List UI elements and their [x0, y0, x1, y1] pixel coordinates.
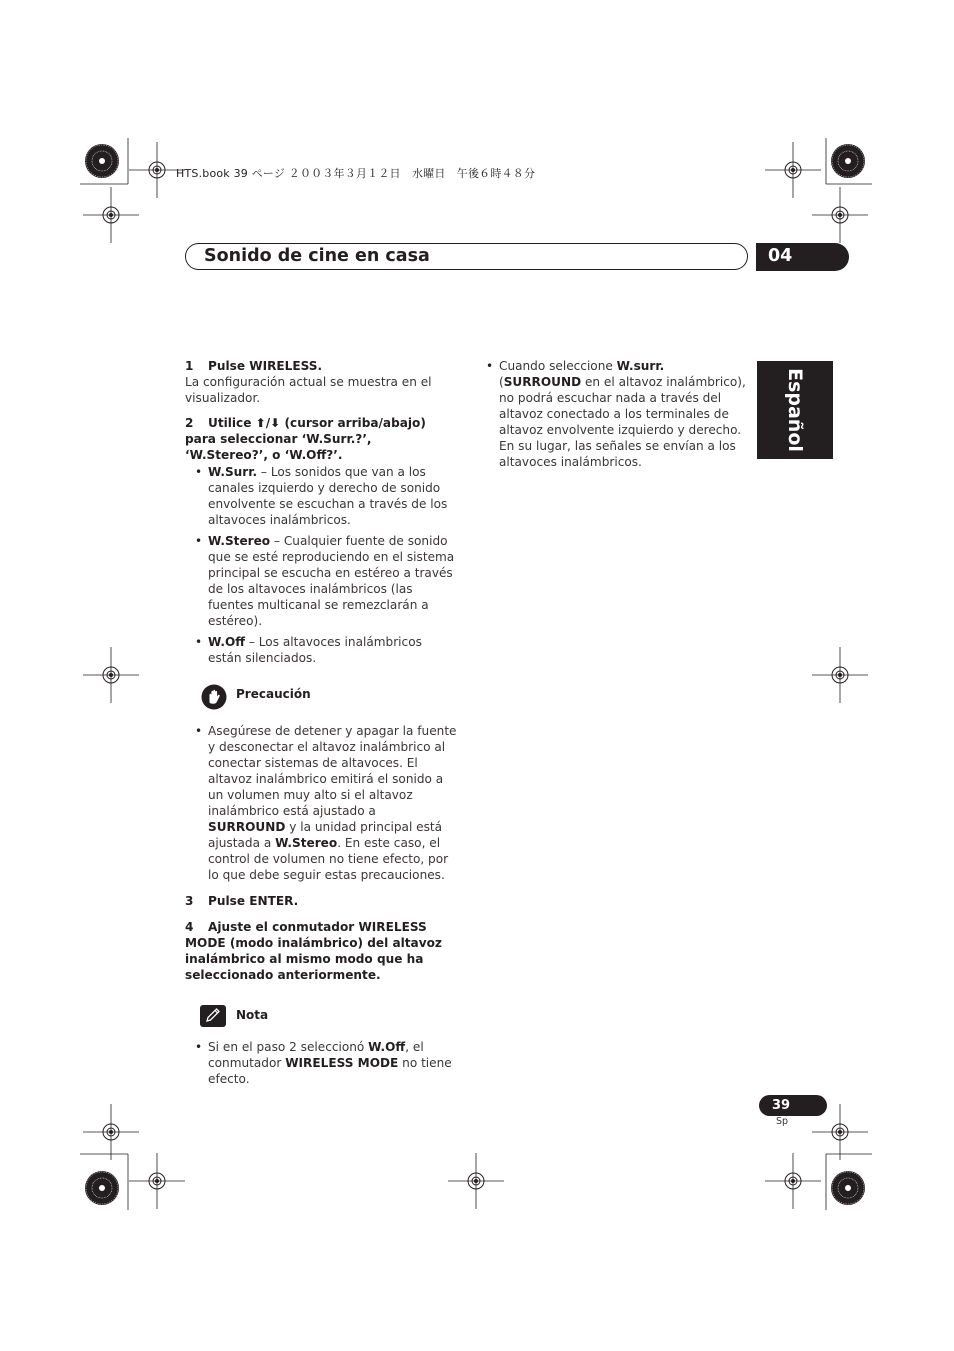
option-woff [185, 634, 457, 666]
print-header: HTS.book 39 ページ ２００３年３月１２日 水曜日 午後６時４８分 [176, 167, 536, 180]
chapter-number: 04 [768, 246, 793, 266]
caution-header [185, 683, 457, 723]
step-number: 2 [185, 416, 194, 430]
wireless-surround-note [476, 358, 748, 470]
step-3 [185, 893, 457, 909]
option-wsurr [185, 464, 457, 528]
step-text: Ajuste el conmutador WIRELESS MODE (modo inalámbrico) del altavoz inalámbrico al mismo modo que ha seleccionado anteriormente. [185, 920, 442, 982]
option-wstereo [185, 533, 457, 629]
page-number-pill [759, 1095, 827, 1116]
caution-text-part: y la unidad principal está ajustada a [208, 820, 443, 850]
option-desc: – Cualquier fuente de sonido que se esté reproduciendo en el sistema principal se escucha en estéreo a través de los altavoces inalámbricos (las fuentes multicanal se remezclarán a estéreo). [208, 534, 455, 628]
option-term: W.Stereo [208, 534, 271, 548]
page-language-code: Sp [776, 1116, 789, 1127]
note-text-bold: WIRELESS MODE [285, 1056, 399, 1070]
step-text: Pulse WIRELESS. [208, 359, 323, 373]
step-4 [185, 919, 457, 983]
section-title: Sonido de cine en casa [204, 246, 430, 266]
page-number: 39 [772, 1098, 791, 1113]
option-term: W.Off [208, 635, 246, 649]
caution-text-part: . En este caso, el control de volumen no tiene efecto, por lo que debe seguir estas precauciones. [208, 836, 449, 882]
caution-title: Precaución [236, 687, 311, 701]
note-text-bold: W.surr. [616, 359, 665, 373]
note-header [185, 1001, 457, 1039]
note-text-part: ( [499, 375, 504, 389]
step-text: Utilice ⬆/⬇ (cursor arriba/abajo) para seleccionar ‘W.Surr.?’, ‘W.Stereo?’, o ‘W.Off?’. [185, 416, 426, 462]
option-desc: – Los sonidos que van a los canales izquierdo y derecho de sonido envolvente se escuchan a través de los altavoces inalámbricos. [208, 465, 448, 527]
note-text-part: Si en el paso 2 seleccionó [208, 1040, 369, 1054]
caution-text-part: Asegúrese de detener y apagar la fuente y desconectar el altavoz inalámbrico al conectar sistemas de altavoces. El altavoz inalámbrico emitirá el sonido a un volumen muy alto si el altavoz inalámbrico está ajustado a [208, 724, 457, 818]
note-text-part: en el altavoz inalámbrico), no podrá escuchar nada a través del altavoz conectado a los terminales de altavoz envolvente izquierdo y derecho. En su lugar, las señales se envían a los altavoces inalámbricos. [499, 375, 746, 469]
note-text-part: Cuando seleccione [499, 359, 617, 373]
caution-text [185, 723, 457, 883]
step-2 [185, 415, 457, 463]
caution-text-bold: SURROUND [208, 820, 286, 834]
option-term: W.Surr. [208, 465, 258, 479]
step-1-description: La configuración actual se muestra en el visualizador. [185, 375, 432, 405]
note-text-bold: W.Off [368, 1040, 406, 1054]
note-text [185, 1039, 457, 1087]
note-text-bold: SURROUND [503, 375, 582, 389]
note-text-part: , el conmutador [208, 1040, 424, 1070]
step-1 [185, 358, 457, 374]
step-number: 4 [185, 920, 194, 934]
caution-text-bold: W.Stereo [275, 836, 338, 850]
note-title: Nota [236, 1008, 269, 1022]
left-column [185, 358, 457, 1087]
option-desc: – Los altavoces inalámbricos están silenciados. [208, 635, 422, 665]
step-number: 1 [185, 359, 194, 373]
step-number: 3 [185, 894, 194, 908]
hand-stop-icon [201, 684, 227, 710]
pencil-icon [200, 1005, 226, 1027]
step-text: Pulse ENTER. [208, 894, 299, 908]
note-text-part: no tiene efecto. [208, 1056, 452, 1086]
right-column [476, 358, 748, 470]
language-label: Español [784, 368, 806, 452]
